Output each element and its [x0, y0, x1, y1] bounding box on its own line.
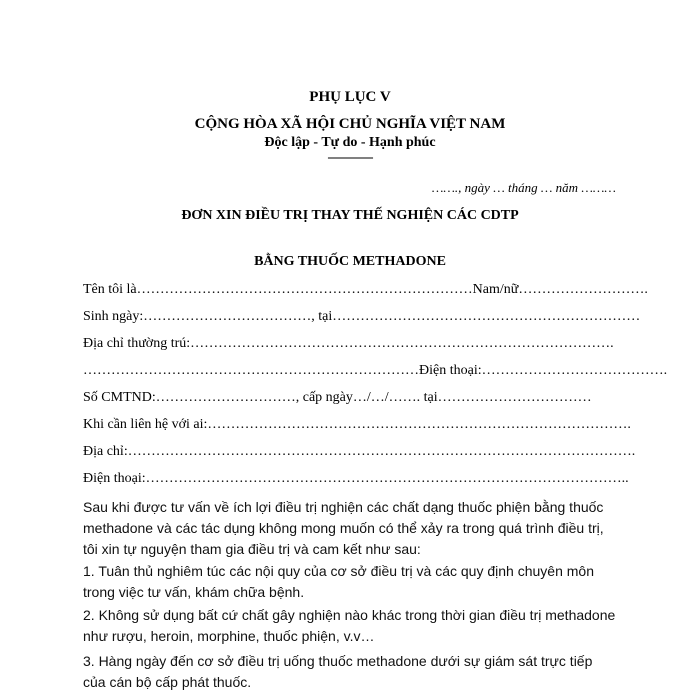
form-line-name: Tên tôi là………………………………………………………………Nam/nữ………………………. [83, 282, 648, 297]
form-line-id: Số CMTND:…………………………, cấp ngày…/…/……. tại…………………………… [83, 390, 592, 405]
commitment-item-3: 3. Hàng ngày đến cơ sở điều trị uống thuốc methadone dưới sự giám sát trực tiếp của cán bộ cấp phát thuốc. [83, 653, 593, 690]
form-line-address: Địa chỉ thường trú:………………………………………………………………………………. [83, 336, 614, 351]
appendix-heading: PHỤ LỤC V [309, 89, 391, 105]
separator-line: --------------- [327, 150, 373, 164]
date-line: ……., ngày … tháng … năm ……… [431, 180, 616, 195]
form-line-contact-phone: Điện thoại:………………………………………………………………………………………….. [83, 471, 629, 486]
form-line-contact: Khi cần liên hệ với ai:………………………………………………………………………………. [83, 417, 631, 432]
document-subtitle: BẰNG THUỐC METHADONE [254, 254, 446, 269]
motto: Độc lập - Tự do - Hạnh phúc [264, 135, 436, 150]
form-line-contact-address: Địa chỉ:………………………………………………………………………………………………. [83, 444, 636, 459]
commitment-item-2: 2. Không sử dụng bất cứ chất gây nghiện nào khác trong thời gian điều trị methadone như rượu, heroin, morphine, thuốc phiện, v.v… [83, 607, 616, 644]
nation-heading: CỘNG HÒA XÃ HỘI CHỦ NGHĨA VIỆT NAM [194, 116, 506, 132]
document-title: ĐƠN XIN ĐIỀU TRỊ THAY THẾ NGHIỆN CÁC CDTP [181, 208, 519, 223]
intro-paragraph: Sau khi được tư vấn về ích lợi điều trị nghiện các chất dạng thuốc phiện bằng thuốc methadone và các tác dụng không mong muốn có thể xảy ra trong quá trình điều trị, tôi xin tự nguyện tham gia điều trị và cam kết như sau: [83, 499, 604, 557]
form-line-phone: ………………………………………………………………Điện thoại:…………………………………. [83, 363, 668, 378]
form-line-birth: Sinh ngày:………………………………, tại………………………………………………………… [83, 309, 641, 324]
commitment-item-1: 1. Tuân thủ nghiêm túc các nội quy của cơ sở điều trị và các quy định chuyên môn trong việc tư vấn, khám chữa bệnh. [83, 563, 594, 600]
